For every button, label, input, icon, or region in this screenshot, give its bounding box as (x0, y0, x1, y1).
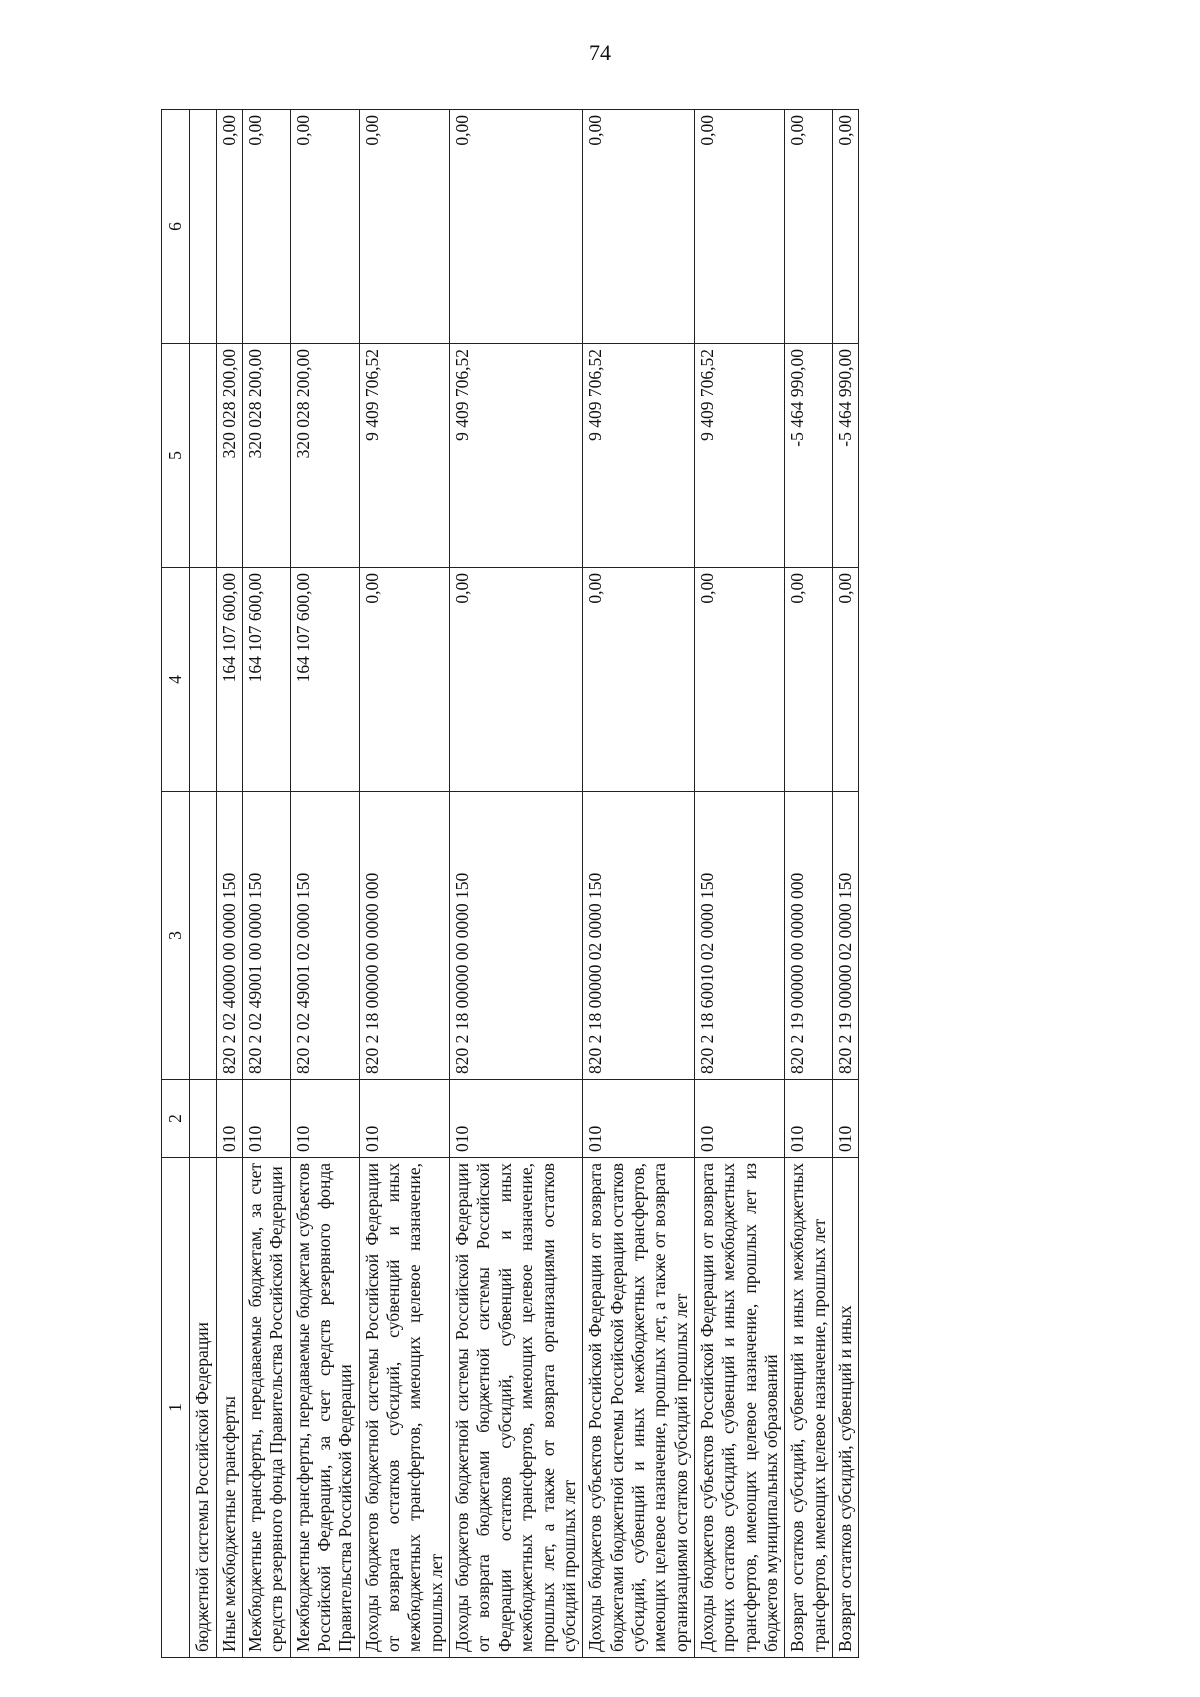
row-name-cell: Доходы бюджетов бюджетной системы Российской Федерации от возврата остатков субсидий, субвенций и иных межбюджетных трансфертов, имеющих целевое назначение, прошлых лет (359, 1158, 449, 1658)
row-value4-cell: 164 107 600,00 (216, 568, 242, 792)
table-body (190, 110, 859, 1658)
row-code-cell: 010 (243, 1080, 291, 1158)
row-kbk-cell: 820 2 02 49001 00 0000 150 (243, 792, 291, 1080)
row-value4-cell: 0,00 (583, 568, 695, 792)
header-row (162, 110, 190, 1658)
table-row (785, 110, 833, 1658)
row-code-cell: 010 (359, 1080, 449, 1158)
table-row (694, 110, 784, 1658)
row-kbk-cell (190, 792, 216, 1080)
row-name-cell: бюджетной системы Российской Федерации (190, 1158, 216, 1658)
row-kbk-cell: 820 2 02 49001 02 0000 150 (290, 792, 359, 1080)
row-value4-cell: 0,00 (694, 568, 784, 792)
row-name-cell: Возврат остатков субсидий, субвенций и иных межбюджетных трансфертов, имеющих целевое назначение, прошлых лет (785, 1158, 833, 1658)
row-kbk-cell: 820 2 18 00000 00 0000 000 (359, 792, 449, 1080)
row-value6-cell: 0,00 (216, 110, 242, 344)
row-kbk-cell: 820 2 19 00000 02 0000 150 (832, 792, 858, 1080)
table-row (359, 110, 449, 1658)
column-header-5: 5 (162, 344, 190, 568)
row-code-cell: 010 (832, 1080, 858, 1158)
row-value5-cell: 320 028 200,00 (243, 344, 291, 568)
row-code-cell: 010 (290, 1080, 359, 1158)
column-header-4: 4 (162, 568, 190, 792)
row-value6-cell: 0,00 (583, 110, 695, 344)
row-value5-cell: -5 464 990,00 (832, 344, 858, 568)
row-name-cell: Доходы бюджетов бюджетной системы Российской Федерации от возврата бюджетами бюджетной системы Российской Федерации остатков субсидий, субвенций и иных межбюджетных трансфертов, имеющих целевое назначение, прошлых лет, а также от возврата организациями остатков субсидий прошлых лет (450, 1158, 583, 1658)
row-value6-cell: 0,00 (243, 110, 291, 344)
row-value5-cell: 320 028 200,00 (290, 344, 359, 568)
table-row (583, 110, 695, 1658)
row-value5-cell (190, 344, 216, 568)
row-kbk-cell: 820 2 19 00000 00 0000 000 (785, 792, 833, 1080)
row-code-cell: 010 (216, 1080, 242, 1158)
row-code-cell (190, 1080, 216, 1158)
table-row (243, 110, 291, 1658)
table-container (161, 110, 1043, 1658)
row-value4-cell: 164 107 600,00 (290, 568, 359, 792)
row-value5-cell: 9 409 706,52 (694, 344, 784, 568)
table-row (832, 110, 858, 1658)
row-value6-cell: 0,00 (785, 110, 833, 344)
row-value4-cell (190, 568, 216, 792)
row-code-cell: 010 (450, 1080, 583, 1158)
row-value6-cell: 0,00 (290, 110, 359, 344)
table-row (190, 110, 216, 1658)
row-value5-cell: 9 409 706,52 (450, 344, 583, 568)
row-value6-cell: 0,00 (359, 110, 449, 344)
row-value6-cell: 0,00 (450, 110, 583, 344)
column-header-6: 6 (162, 110, 190, 344)
row-value4-cell: 0,00 (785, 568, 833, 792)
row-code-cell: 010 (583, 1080, 695, 1158)
table-row (290, 110, 359, 1658)
table-row (450, 110, 583, 1658)
page-number: 74 (589, 40, 611, 65)
table-row (216, 110, 242, 1658)
row-value5-cell: 320 028 200,00 (216, 344, 242, 568)
row-name-cell: Доходы бюджетов субъектов Российской Федерации от возврата бюджетами бюджетной системы Российской Федерации остатков субсидий, субвенций и иных межбюджетных трансфертов, имеющих целевое назначение, прошлых лет, а также от возврата организациями остатков субсидий прошлых лет (583, 1158, 695, 1658)
row-kbk-cell: 820 2 02 40000 00 0000 150 (216, 792, 242, 1080)
row-kbk-cell: 820 2 18 60010 02 0000 150 (694, 792, 784, 1080)
column-header-1: 1 (162, 1158, 190, 1658)
row-value4-cell: 164 107 600,00 (243, 568, 291, 792)
row-code-cell: 010 (785, 1080, 833, 1158)
row-name-cell: Иные межбюджетные трансферты (216, 1158, 242, 1658)
row-name-cell: Возврат остатков субсидий, субвенций и иных (832, 1158, 858, 1658)
row-value4-cell: 0,00 (450, 568, 583, 792)
row-name-cell: Межбюджетные трансферты, передаваемые бюджетам субъектов Российской Федерации, за счет средств резервного фонда Правительства Российской Федерации (290, 1158, 359, 1658)
column-header-3: 3 (162, 792, 190, 1080)
row-value6-cell: 0,00 (694, 110, 784, 344)
budget-income-table (161, 109, 859, 1658)
row-kbk-cell: 820 2 18 00000 02 0000 150 (583, 792, 695, 1080)
rotated-table-frame (161, 110, 1043, 1658)
row-value6-cell: 0,00 (832, 110, 858, 344)
row-value5-cell: 9 409 706,52 (359, 344, 449, 568)
row-value4-cell: 0,00 (359, 568, 449, 792)
row-kbk-cell: 820 2 18 00000 00 0000 150 (450, 792, 583, 1080)
row-value6-cell (190, 110, 216, 344)
row-value5-cell: 9 409 706,52 (583, 344, 695, 568)
row-name-cell: Доходы бюджетов субъектов Российской Федерации от возврата прочих остатков субсидий, субвенций и иных межбюджетных трансфертов, имеющих целевое назначение, прошлых лет из бюджетов муниципальных образований (694, 1158, 784, 1658)
column-header-2: 2 (162, 1080, 190, 1158)
row-name-cell: Межбюджетные трансферты, передаваемые бюджетам, за счет средств резервного фонда Правительства Российской Федерации (243, 1158, 291, 1658)
row-value5-cell: -5 464 990,00 (785, 344, 833, 568)
row-code-cell: 010 (694, 1080, 784, 1158)
row-value4-cell: 0,00 (832, 568, 858, 792)
